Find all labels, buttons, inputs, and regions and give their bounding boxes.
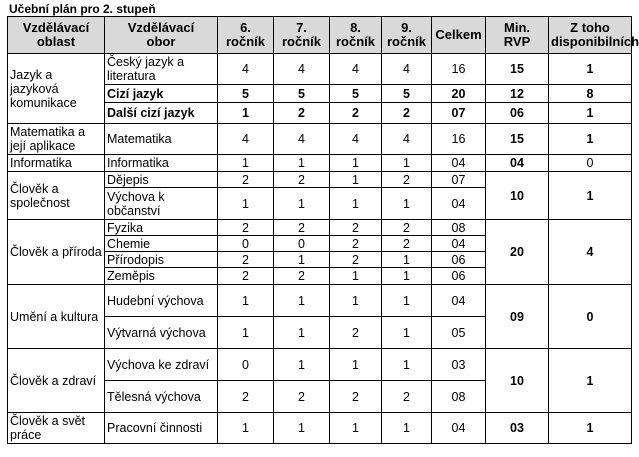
subject-cell: Dějepis — [105, 172, 218, 188]
subject-cell: Výchova k občanství — [105, 188, 218, 220]
grade-8-cell: 2 — [330, 220, 382, 236]
grade-7-cell: 1 — [274, 285, 330, 317]
subject-cell: Přírodopis — [105, 252, 218, 268]
available-cell: 8 — [549, 85, 632, 103]
total-cell: 03 — [432, 349, 486, 381]
grade-9-cell: 2 — [382, 381, 432, 413]
grade-6-cell: 2 — [218, 220, 274, 236]
page-title: Učební plán pro 2. stupeň — [9, 2, 156, 16]
header-subject: Vzdělávací obor — [105, 17, 218, 54]
subject-cell: Další cizí jazyk — [105, 103, 218, 124]
subject-cell: Zeměpis — [105, 268, 218, 285]
subject-cell: Cizí jazyk — [105, 85, 218, 103]
grade-8-cell: 4 — [330, 54, 382, 85]
total-cell: 16 — [432, 54, 486, 85]
subject-cell: Matematika — [105, 124, 218, 155]
grade-9-cell: 5 — [382, 85, 432, 103]
available-cell: 4 — [549, 220, 632, 285]
grade-6-cell: 1 — [218, 188, 274, 220]
subject-cell: Informatika — [105, 155, 218, 172]
grade-9-cell: 1 — [382, 317, 432, 349]
available-cell: 0 — [549, 285, 632, 349]
curriculum-table — [7, 16, 639, 444]
available-cell: 1 — [549, 349, 632, 413]
area-cell: Matematika a její aplikace — [8, 124, 105, 155]
subject-cell: Český jazyk a literatura — [105, 54, 218, 85]
total-cell: 04 — [432, 285, 486, 317]
rvp-cell: 20 — [486, 220, 549, 285]
header-min-rvp: Min. RVP — [486, 17, 549, 54]
table-row — [8, 54, 632, 85]
grade-9-cell: 1 — [382, 413, 432, 444]
grade-9-cell: 4 — [382, 124, 432, 155]
subject-cell: Tělesná výchova — [105, 381, 218, 413]
header-available: Z toho disponibilních — [549, 17, 632, 54]
total-cell: 16 — [432, 124, 486, 155]
rvp-cell: 10 — [486, 172, 549, 220]
grade-7-cell: 1 — [274, 155, 330, 172]
grade-8-cell: 1 — [330, 172, 382, 188]
rvp-cell: 03 — [486, 413, 549, 444]
table-row — [8, 349, 632, 381]
grade-9-cell: 1 — [382, 188, 432, 220]
header-row — [8, 17, 632, 54]
grade-6-cell: 0 — [218, 349, 274, 381]
grade-6-cell: 2 — [218, 381, 274, 413]
grade-6-cell: 1 — [218, 317, 274, 349]
area-cell: Člověk a příroda — [8, 220, 105, 285]
grade-8-cell: 1 — [330, 349, 382, 381]
total-cell: 04 — [432, 188, 486, 220]
table-row — [8, 155, 632, 172]
grade-7-cell: 2 — [274, 220, 330, 236]
grade-9-cell: 2 — [382, 103, 432, 124]
available-cell: 1 — [549, 103, 632, 124]
grade-9-cell: 1 — [382, 268, 432, 285]
grade-7-cell: 5 — [274, 85, 330, 103]
header-area: Vzdělávací oblast — [8, 17, 105, 54]
total-cell: 20 — [432, 85, 486, 103]
grade-8-cell: 1 — [330, 188, 382, 220]
total-cell: 08 — [432, 220, 486, 236]
grade-8-cell: 2 — [330, 252, 382, 268]
grade-8-cell: 1 — [330, 155, 382, 172]
area-cell: Umění a kultura — [8, 285, 105, 349]
area-cell: Člověk a společnost — [8, 172, 105, 220]
grade-7-cell: 1 — [274, 252, 330, 268]
table-row — [8, 220, 632, 236]
available-cell: 0 — [549, 155, 632, 172]
table-row — [8, 285, 632, 317]
grade-9-cell: 2 — [382, 236, 432, 252]
grade-8-cell: 2 — [330, 103, 382, 124]
area-cell: Člověk a svět práce — [8, 413, 105, 444]
grade-7-cell: 2 — [274, 103, 330, 124]
grade-6-cell: 2 — [218, 172, 274, 188]
total-cell: 05 — [432, 317, 486, 349]
available-cell: 1 — [549, 413, 632, 444]
total-cell: 04 — [432, 155, 486, 172]
total-cell: 04 — [432, 236, 486, 252]
rvp-cell: 15 — [486, 124, 549, 155]
area-cell: Člověk a zdraví — [8, 349, 105, 413]
rvp-cell: 15 — [486, 54, 549, 85]
table-row — [8, 124, 632, 155]
grade-6-cell: 5 — [218, 85, 274, 103]
grade-8-cell: 2 — [330, 236, 382, 252]
grade-7-cell: 1 — [274, 317, 330, 349]
rvp-cell: 09 — [486, 285, 549, 349]
header-grade-8: 8. ročník — [330, 17, 382, 54]
header-grade-9: 9. ročník — [382, 17, 432, 54]
header-grade-7: 7. ročník — [274, 17, 330, 54]
total-cell: 07 — [432, 103, 486, 124]
grade-6-cell: 1 — [218, 155, 274, 172]
subject-cell: Pracovní činnosti — [105, 413, 218, 444]
subject-cell: Výtvarná výchova — [105, 317, 218, 349]
grade-7-cell: 1 — [274, 349, 330, 381]
grade-8-cell: 1 — [330, 285, 382, 317]
available-cell: 1 — [549, 54, 632, 85]
grade-9-cell: 1 — [382, 349, 432, 381]
grade-6-cell: 2 — [218, 268, 274, 285]
grade-8-cell: 5 — [330, 85, 382, 103]
subject-cell: Výchova ke zdraví — [105, 349, 218, 381]
grade-9-cell: 2 — [382, 172, 432, 188]
grade-6-cell: 0 — [218, 236, 274, 252]
table-row — [8, 172, 632, 188]
grade-9-cell: 1 — [382, 155, 432, 172]
subject-cell: Hudební výchova — [105, 285, 218, 317]
total-cell: 07 — [432, 172, 486, 188]
subject-cell: Chemie — [105, 236, 218, 252]
grade-6-cell: 1 — [218, 413, 274, 444]
grade-7-cell: 0 — [274, 236, 330, 252]
total-cell: 06 — [432, 252, 486, 268]
grade-6-cell: 1 — [218, 103, 274, 124]
available-cell: 1 — [549, 172, 632, 220]
rvp-cell: 10 — [486, 349, 549, 413]
grade-7-cell: 4 — [274, 54, 330, 85]
grade-7-cell: 2 — [274, 381, 330, 413]
grade-8-cell: 1 — [330, 268, 382, 285]
grade-8-cell: 2 — [330, 317, 382, 349]
grade-6-cell: 4 — [218, 124, 274, 155]
rvp-cell: 04 — [486, 155, 549, 172]
grade-7-cell: 1 — [274, 413, 330, 444]
grade-8-cell: 1 — [330, 413, 382, 444]
rvp-cell: 12 — [486, 85, 549, 103]
grade-7-cell: 2 — [274, 268, 330, 285]
grade-9-cell: 1 — [382, 252, 432, 268]
grade-7-cell: 2 — [274, 172, 330, 188]
grade-8-cell: 2 — [330, 381, 382, 413]
grade-6-cell: 1 — [218, 285, 274, 317]
grade-9-cell: 4 — [382, 54, 432, 85]
rvp-cell: 06 — [486, 103, 549, 124]
total-cell: 04 — [432, 413, 486, 444]
area-cell: Jazyk a jazyková komunikace — [8, 54, 105, 124]
grade-7-cell: 1 — [274, 188, 330, 220]
grade-6-cell: 4 — [218, 54, 274, 85]
grade-8-cell: 4 — [330, 124, 382, 155]
grade-7-cell: 4 — [274, 124, 330, 155]
available-cell: 1 — [549, 124, 632, 155]
header-grade-6: 6. ročník — [218, 17, 274, 54]
grade-9-cell: 2 — [382, 220, 432, 236]
total-cell: 08 — [432, 381, 486, 413]
table-row — [8, 413, 632, 444]
grade-9-cell: 1 — [382, 285, 432, 317]
header-total: Celkem — [432, 17, 486, 54]
area-cell: Informatika — [8, 155, 105, 172]
total-cell: 06 — [432, 268, 486, 285]
subject-cell: Fyzika — [105, 220, 218, 236]
grade-6-cell: 2 — [218, 252, 274, 268]
